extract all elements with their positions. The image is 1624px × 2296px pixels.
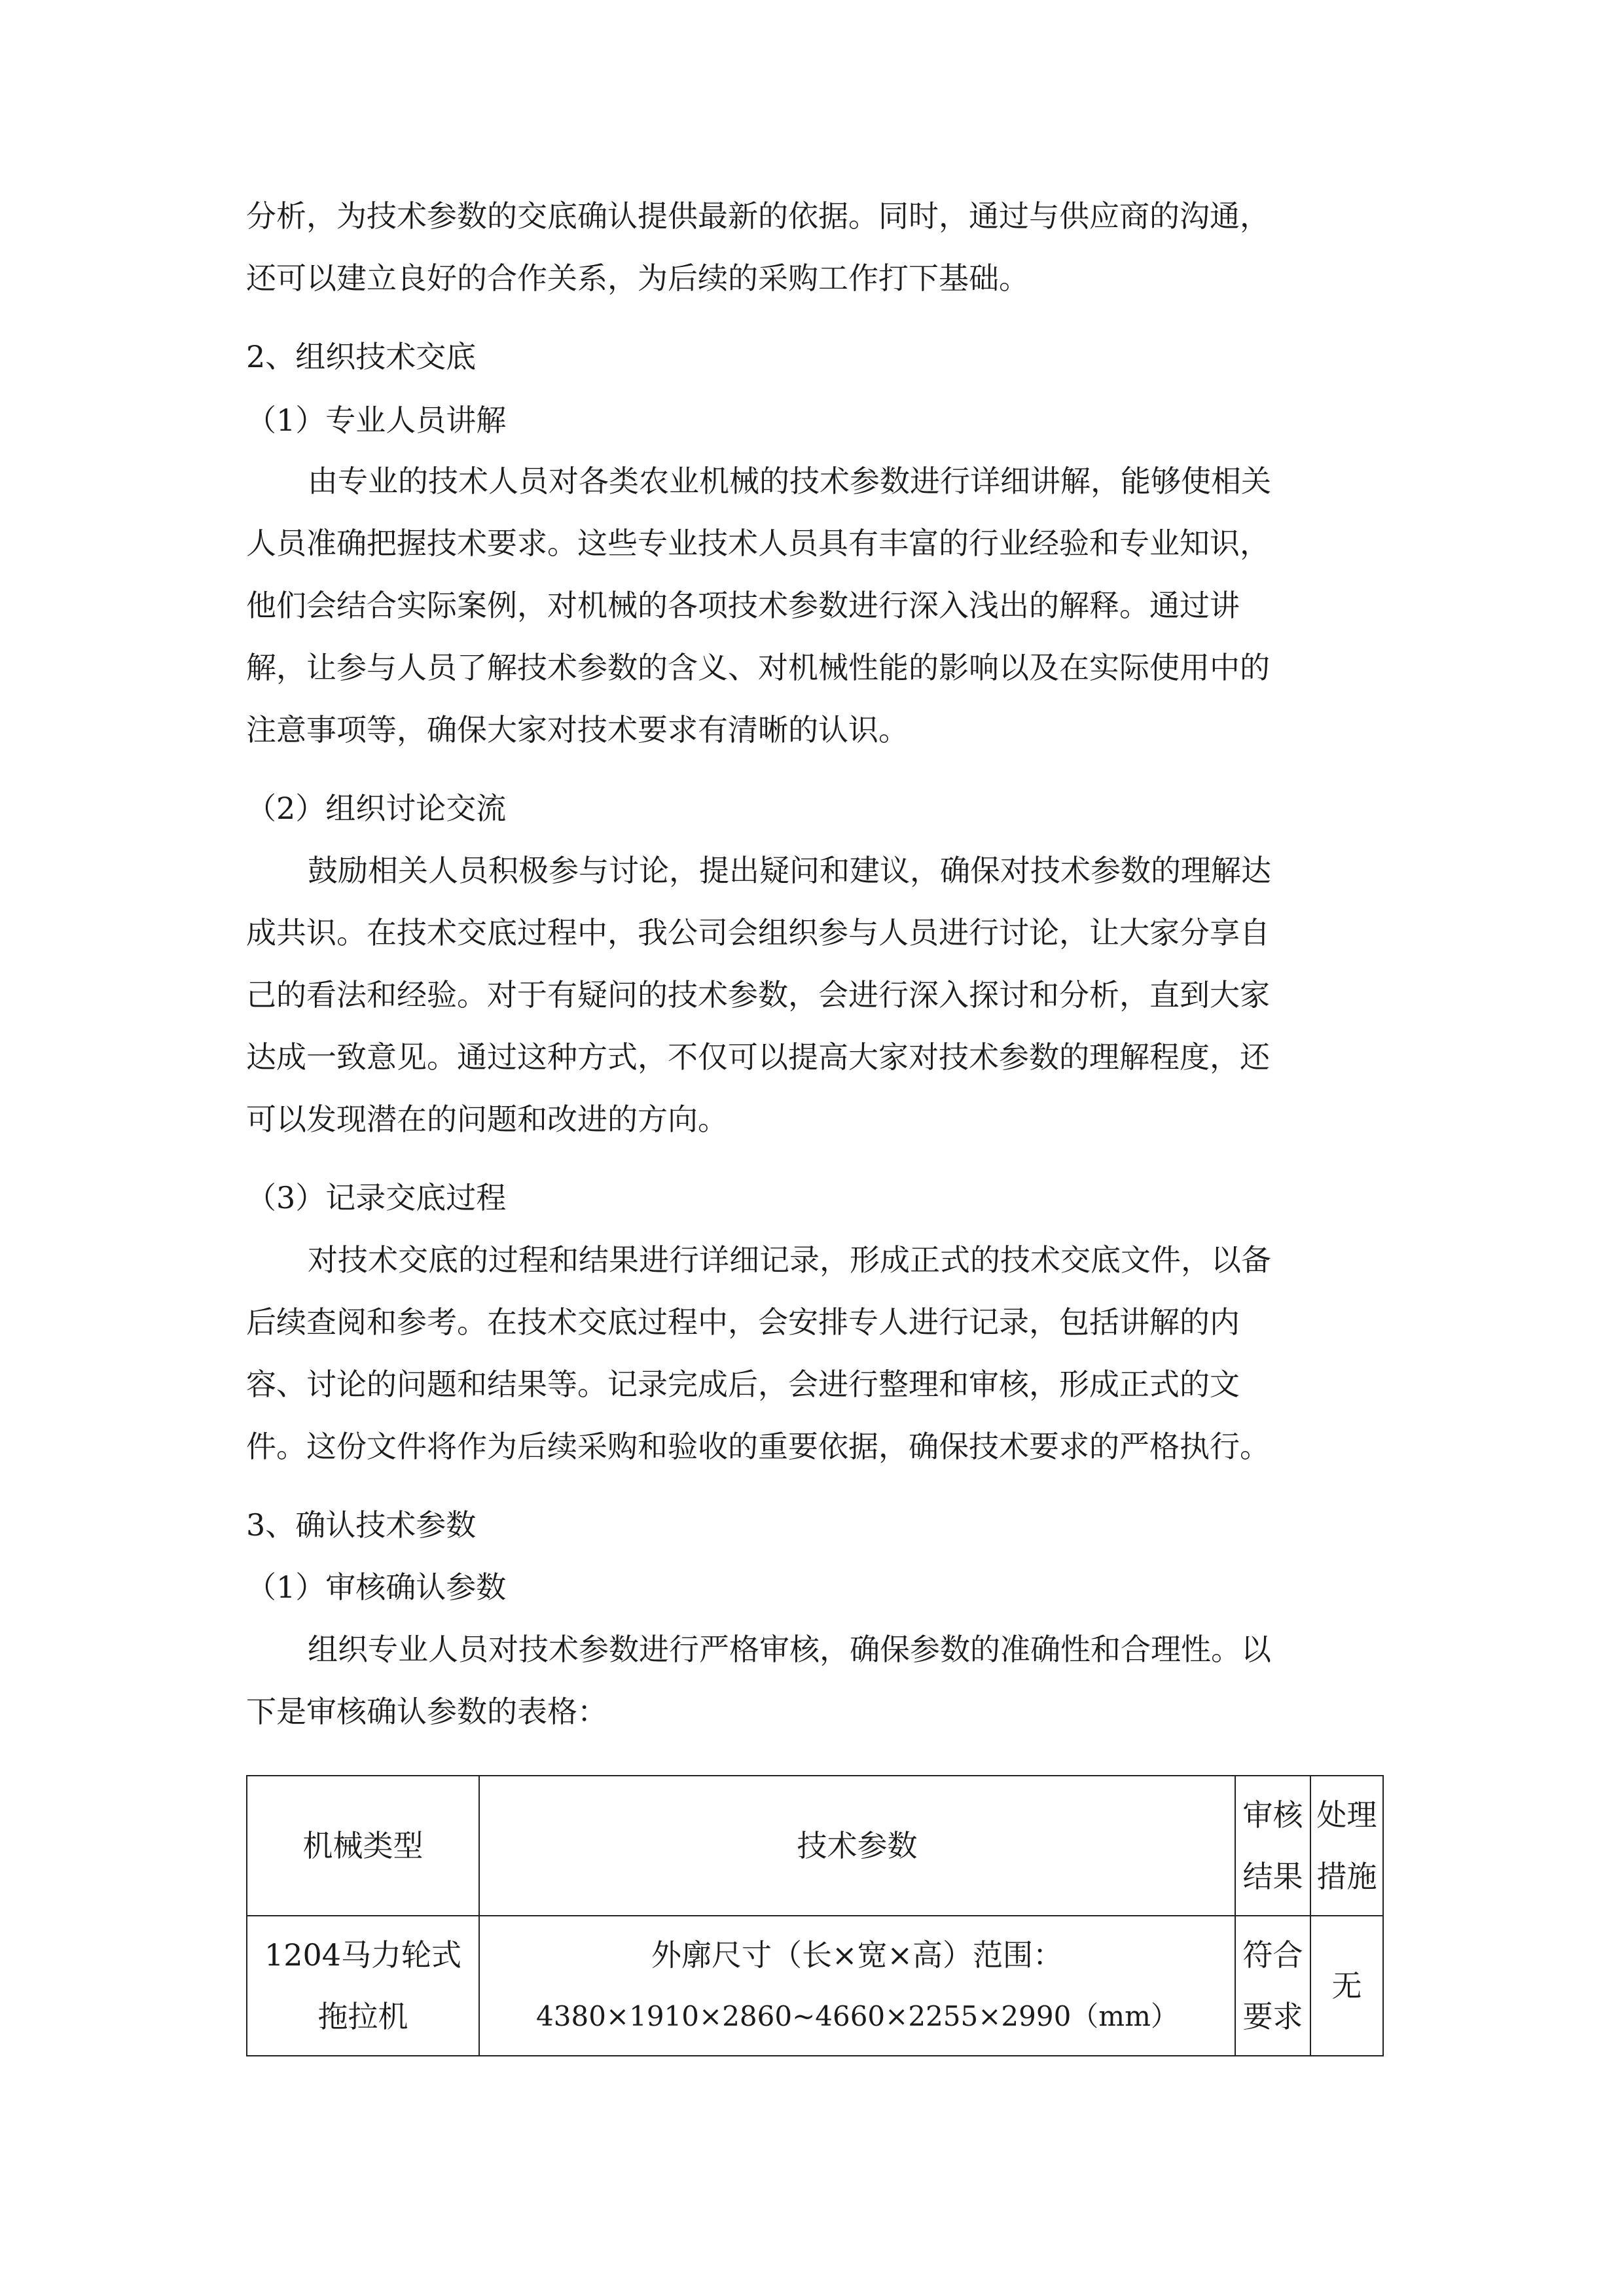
header-tech-params: 技术参数 bbox=[479, 1776, 1235, 1916]
paragraph-line: 后续查阅和参考。在技术交底过程中，会安排专人进行记录，包括讲解的内 bbox=[246, 1304, 1240, 1340]
cell-tech-params: 外廓尺寸（长×宽×高）范围： 4380×1910×2860~4660×2255×2990（mm） bbox=[479, 1916, 1235, 2056]
paragraph-line: 他们会结合实际案例，对机械的各项技术参数进行深入浅出的解释。通过讲 bbox=[246, 588, 1240, 623]
paragraph-line: 己的看法和经验。对于有疑问的技术参数，会进行深入探讨和分析，直到大家 bbox=[246, 977, 1270, 1013]
paragraph-line: 件。这份文件将作为后续采购和验收的重要依据，确保技术要求的严格执行。 bbox=[246, 1429, 1270, 1464]
paragraph-line: 容、讨论的问题和结果等。记录完成后，会进行整理和审核，形成正式的文 bbox=[246, 1367, 1240, 1402]
paragraph-line: 鼓励相关人员积极参与讨论，提出疑问和建议，确保对技术参数的理解达 bbox=[308, 853, 1271, 888]
subsection-heading: （3）记录交底过程 bbox=[246, 1180, 507, 1215]
paragraph-line: 成共识。在技术交底过程中，我公司会组织参与人员进行讨论，让大家分享自 bbox=[246, 915, 1270, 950]
paragraph-line: 注意事项等，确保大家对技术要求有清晰的认识。 bbox=[246, 712, 909, 747]
header-review-result: 审核 结果 bbox=[1235, 1776, 1310, 1916]
cell-machine-type: 1204马力轮式 拖拉机 bbox=[247, 1916, 479, 2056]
paragraph-line: 下是审核确认参数的表格： bbox=[246, 1694, 607, 1729]
paragraph-line: 还可以建立良好的合作关系，为后续的采购工作打下基础。 bbox=[246, 260, 1029, 296]
subsection-heading: （1）专业人员讲解 bbox=[246, 403, 507, 438]
subsection-heading: （2）组织讨论交流 bbox=[246, 791, 507, 826]
header-machine-type: 机械类型 bbox=[247, 1776, 479, 1916]
cell-review-result: 符合 要求 bbox=[1235, 1916, 1310, 2056]
paragraph-line: 组织专业人员对技术参数进行严格审核，确保参数的准确性和合理性。以 bbox=[308, 1632, 1271, 1667]
paragraph-line: 由专业的技术人员对各类农业机械的技术参数进行详细讲解，能够使相关 bbox=[308, 463, 1271, 499]
cell-action: 无 bbox=[1310, 1916, 1383, 2056]
paragraph-line: 分析，为技术参数的交底确认提供最新的依据。同时，通过与供应商的沟通， bbox=[246, 198, 1270, 234]
paragraph-line: 人员准确把握技术要求。这些专业技术人员具有丰富的行业经验和专业知识， bbox=[246, 526, 1270, 561]
section-heading: 3、确认技术参数 bbox=[246, 1507, 477, 1543]
paragraph-line: 达成一致意见。通过这种方式，不仅可以提高大家对技术参数的理解程度，还 bbox=[246, 1039, 1270, 1075]
subsection-heading: （1）审核确认参数 bbox=[246, 1570, 507, 1605]
table-header-row bbox=[247, 1776, 1383, 1916]
paragraph-line: 解，让参与人员了解技术参数的含义、对机械性能的影响以及在实际使用中的 bbox=[246, 650, 1270, 685]
table-row bbox=[247, 1916, 1383, 2056]
header-action: 处理 措施 bbox=[1310, 1776, 1383, 1916]
paragraph-line: 对技术交底的过程和结果进行详细记录，形成正式的技术交底文件，以备 bbox=[308, 1242, 1271, 1278]
paragraph-line: 可以发现潜在的问题和改进的方向。 bbox=[246, 1102, 728, 1137]
section-heading: 2、组织技术交底 bbox=[246, 339, 477, 374]
parameter-table bbox=[246, 1775, 1384, 2056]
